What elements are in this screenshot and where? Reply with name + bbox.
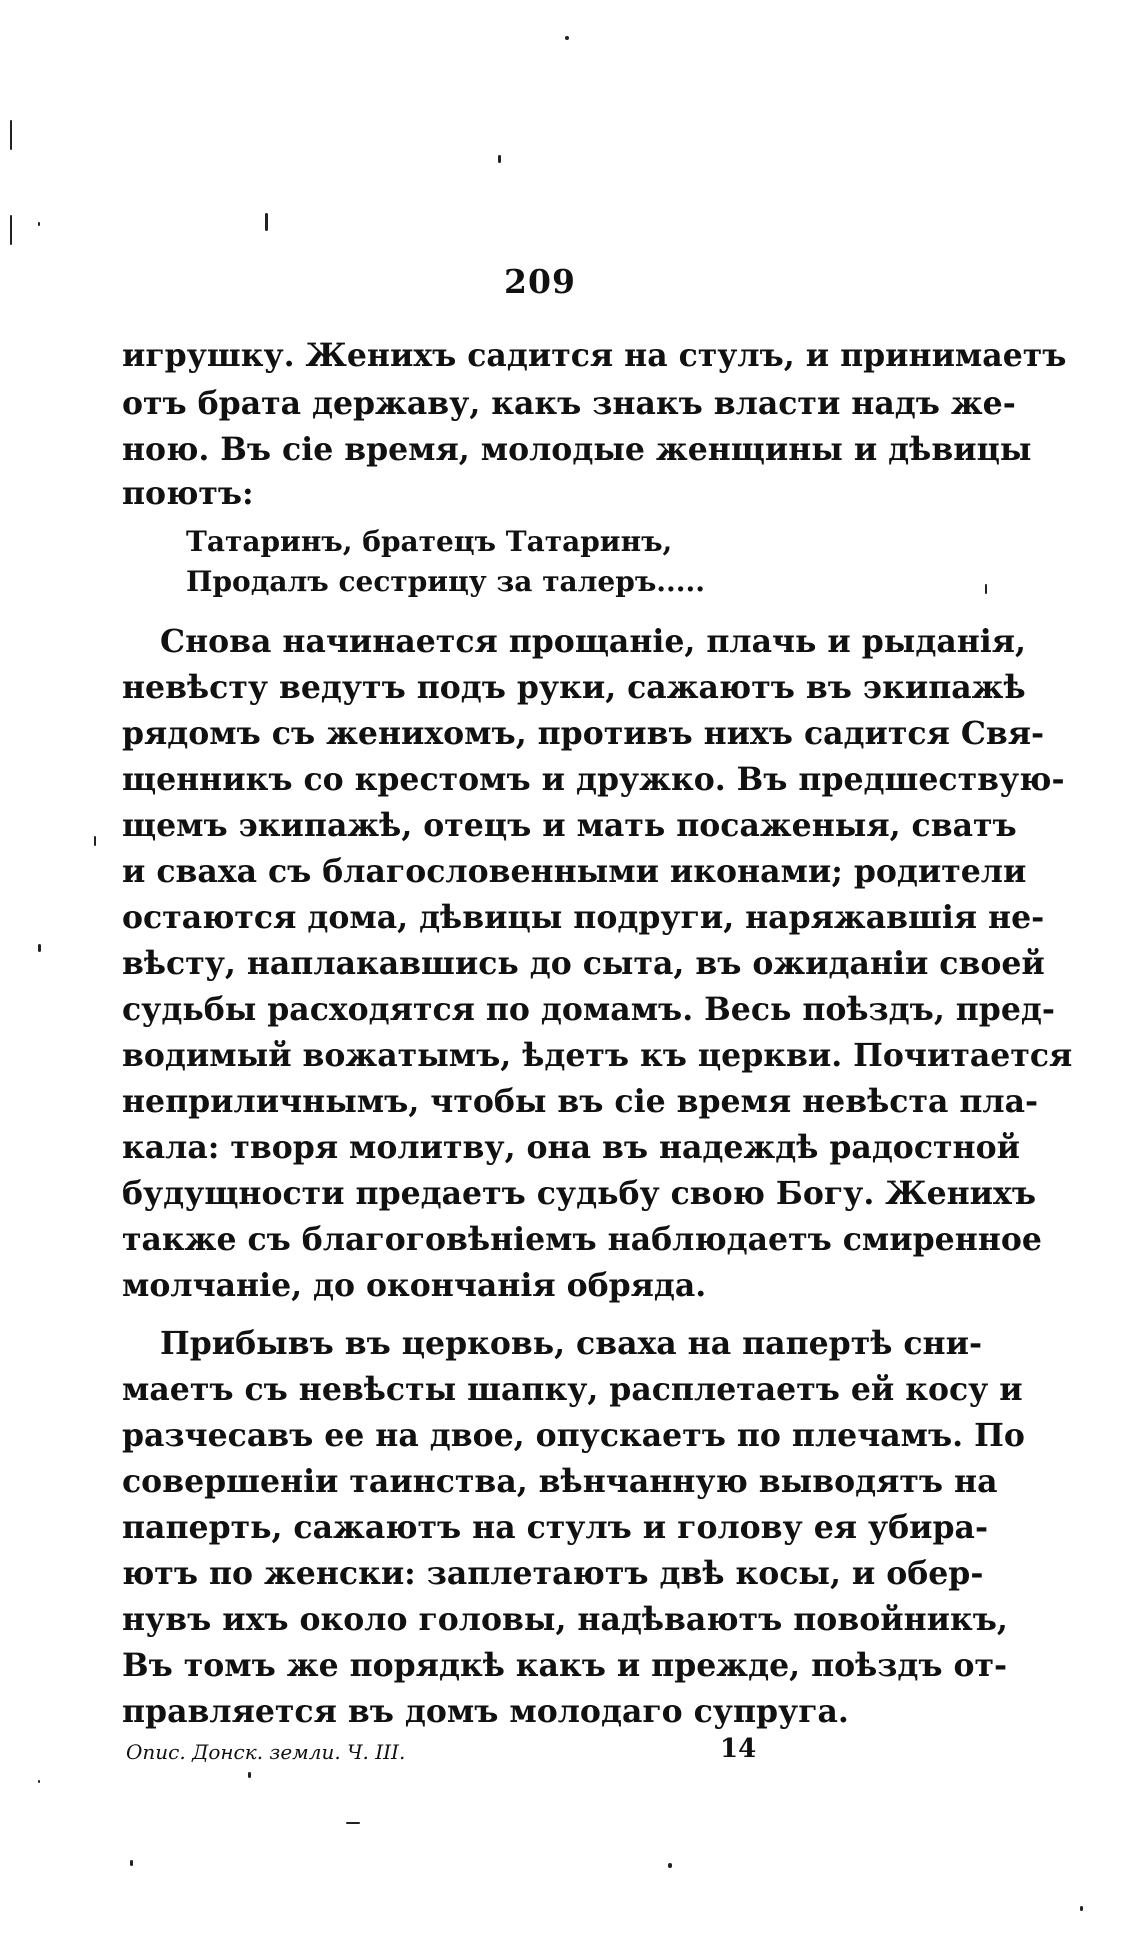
scan-speck [38,944,41,952]
scan-speck [668,1863,672,1868]
verse-line: Татаринъ, братецъ Татаринъ, [186,525,673,558]
text-line: водимый вожатымъ, ѣдетъ къ церкви. Почитается [122,1037,1073,1074]
scan-speck [498,155,501,163]
text-line: судьбы расходятся по домамъ. Весь поѣздъ, пред- [122,991,1055,1028]
text-line: Снова начинается прощаніе, плачь и рыданія, [160,623,1026,660]
text-line: остаются дома, дѣвицы подруги, наряжавшія не- [122,899,1045,936]
scan-speck [38,222,40,226]
scan-speck [1080,1906,1083,1911]
signature-mark: Опис. Донск. земли. Ч. III. [126,1740,406,1764]
text-line: игрушку. Женихъ садится на стулъ, и принимаетъ [122,337,1067,374]
text-line: отъ брата державу, какъ знакъ власти надъ же- [122,385,1016,422]
scan-speck [10,120,12,150]
text-line: совершеніи таинства, вѣнчанную выводятъ на [122,1463,998,1500]
text-line: Въ томъ же порядкѣ какъ и прежде, поѣздъ от- [122,1647,1008,1684]
text-line: молчаніе, до окончанія обряда. [122,1267,707,1304]
text-line: разчесавъ ее на двое, опускаетъ по плечамъ. По [122,1417,1025,1454]
scan-speck [265,213,268,231]
scan-speck [10,215,12,245]
text-line: щенникъ со крестомъ и дружко. Въ предшествую- [122,761,1065,798]
scan-speck [130,1860,133,1866]
scan-speck [38,1780,40,1783]
text-line: ютъ по женски: заплетаютъ двѣ косы, и обер- [122,1555,984,1592]
scan-speck [565,36,569,40]
text-line: маетъ съ невѣсты шапку, расплетаетъ ей косу и [122,1371,1023,1408]
scan-speck [94,836,96,846]
text-line: также съ благоговѣніемъ наблюдаетъ смиренное [122,1221,1042,1258]
text-line: вѣсту, наплакавшись до сыта, въ ожиданіи своей [122,945,1045,982]
text-line: кала: творя молитву, она въ надеждѣ радостной [122,1129,1020,1166]
text-line: щемъ экипажѣ, отецъ и мать посаженыя, сватъ [122,807,1017,844]
text-line: паперть, сажаютъ на стулъ и голову ея убира- [122,1509,989,1546]
sheet-number: 14 [720,1734,757,1764]
scan-speck [248,1772,251,1778]
text-line: невѣсту ведутъ подъ руки, сажаютъ въ экипажѣ [122,669,1026,706]
text-line: будущности предаетъ судьбу свою Богу. Женихъ [122,1175,1036,1212]
page-number: 209 [504,262,576,301]
scan-speck [985,584,987,594]
text-line: поютъ: [122,475,254,512]
text-line: рядомъ съ женихомъ, противъ нихъ садится Свя- [122,715,1045,752]
verse-line: Продалъ сестрицу за талеръ..... [186,565,706,598]
text-line: неприличнымъ, чтобы въ сіе время невѣста пла- [122,1083,1039,1120]
text-line: ною. Въ сіе время, молодые женщины и дѣвицы [122,431,1032,468]
text-line: нувъ ихъ около головы, надѣваютъ повойникъ, [122,1601,1008,1638]
text-line: правляется въ домъ молодаго супруга. [122,1693,849,1730]
text-line: и сваха съ благословенными иконами; родители [122,853,1027,890]
scan-speck [346,1822,360,1824]
text-line: Прибывъ въ церковь, сваха на папертѣ сни- [160,1325,983,1362]
